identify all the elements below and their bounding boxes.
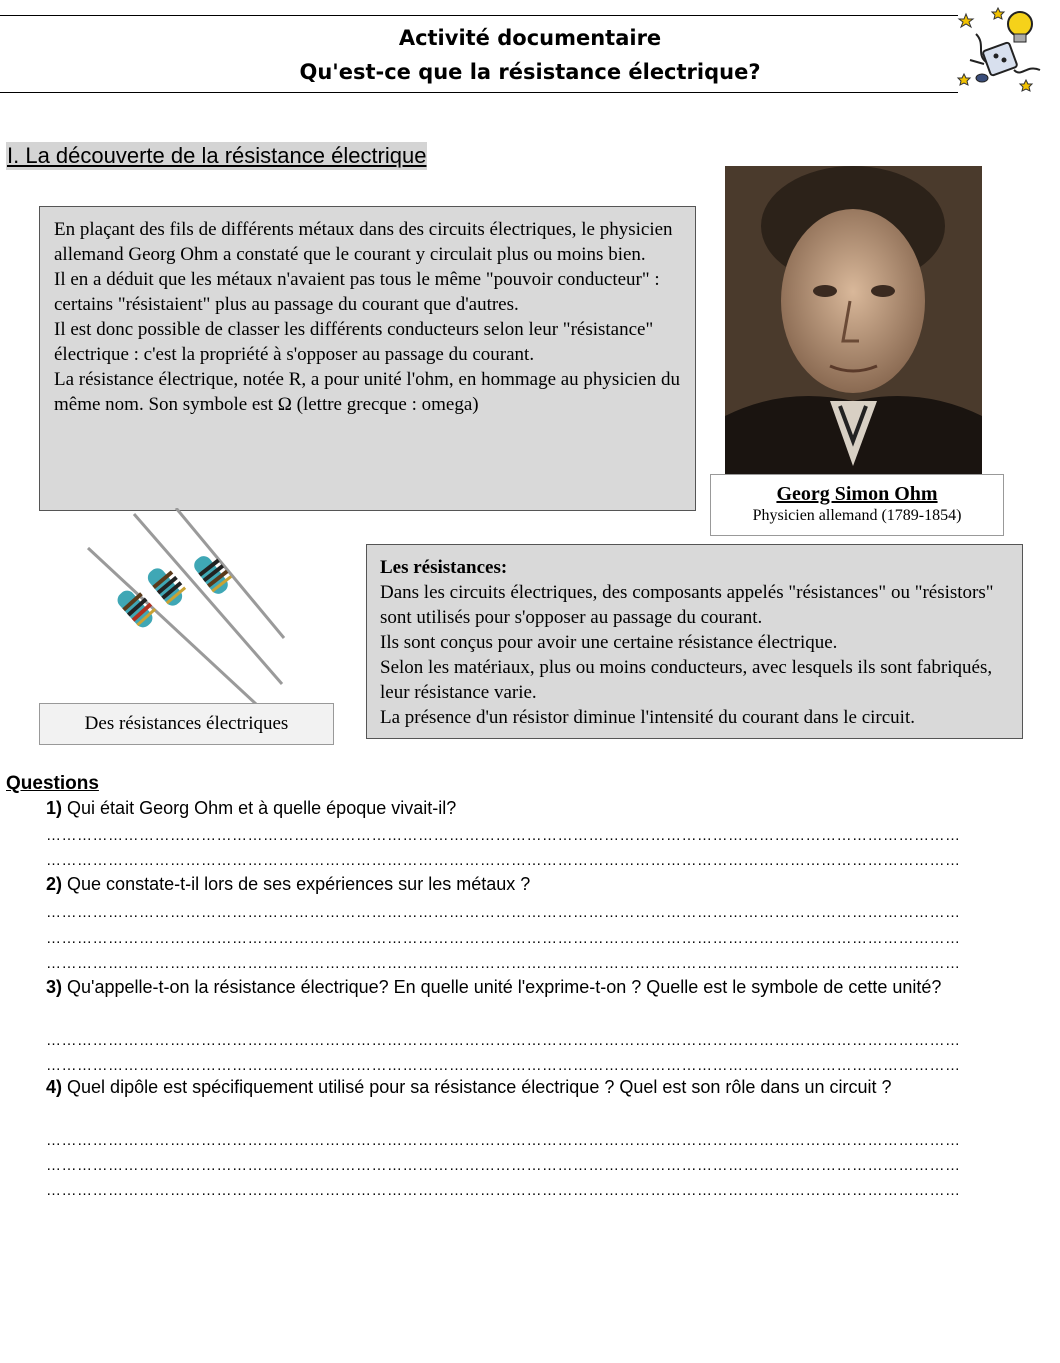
question-1 <box>46 797 1026 820</box>
question-1-text: Qui était Georg Ohm et à quelle époque vivait-il? <box>67 798 457 818</box>
questions-heading: Questions <box>6 773 99 794</box>
section-title: I. La découverte de la résistance électrique <box>7 143 427 168</box>
answer-line[interactable]: …………………………………………………………………………………………………………………………………………………………… <box>46 1132 961 1149</box>
georg-ohm-portrait <box>725 166 982 474</box>
question-4-number: 4) <box>46 1077 63 1097</box>
portrait-caption <box>710 474 1004 536</box>
header-title-line1: Activité documentaire <box>398 26 662 50</box>
intro-paragraph-2: Il en a déduit que les métaux n'avaient pas tous le même "pouvoir conducteur" : certains "résistaient" plus au passage du courant que d'autres. <box>54 269 660 315</box>
answer-line[interactable]: …………………………………………………………………………………………………………………………………………………………… <box>46 930 961 947</box>
portrait-subtitle: Physicien allemand (1789-1854) <box>752 507 962 524</box>
intro-text-box <box>39 206 696 511</box>
resistances-paragraph-3: Selon les matériaux, plus ou moins conducteurs, avec lesquels ils sont fabriqués, leur résistance varie. <box>380 657 993 703</box>
resistances-box-title: Les résistances: <box>380 557 508 578</box>
intro-paragraph-4: La résistance électrique, notée R, a pour unité l'ohm, en hommage au physicien du même nom. Son symbole est Ω (lettre grecque : omega) <box>54 369 680 415</box>
question-3 <box>46 976 1026 999</box>
answer-line[interactable]: …………………………………………………………………………………………………………………………………………………………… <box>46 1157 961 1174</box>
resistors-caption: Des résistances électriques <box>39 703 334 745</box>
header-top-rule <box>0 15 958 16</box>
answer-line[interactable]: …………………………………………………………………………………………………………………………………………………………… <box>46 1057 961 1074</box>
resistances-paragraph-4: La présence d'un résistor diminue l'intensité du courant dans le circuit. <box>380 707 915 728</box>
answer-line[interactable]: …………………………………………………………………………………………………………………………………………………………… <box>46 955 961 972</box>
header-title-line2: Qu'est-ce que la résistance électrique? <box>299 60 761 84</box>
resistors-image <box>78 508 288 704</box>
answer-line[interactable]: …………………………………………………………………………………………………………………………………………………………… <box>46 1032 961 1049</box>
portrait-name: Georg Simon Ohm <box>776 483 938 505</box>
resistances-paragraph-1: Dans les circuits électriques, des composants appelés "résistances" ou "résistors" sont utilisés pour s'opposer au passage du courant. <box>380 582 994 628</box>
intro-paragraph-1: En plaçant des fils de différents métaux dans des circuits électriques, le physicien allemand Georg Ohm a constaté que le courant y circulait plus ou moins bien. <box>54 219 673 265</box>
question-3-text: Qu'appelle-t-on la résistance électrique? En quelle unité l'exprime-t-on ? Quelle est le symbole de cette unité? <box>67 977 942 997</box>
resistances-paragraph-2: Ils sont conçus pour avoir une certaine résistance électrique. <box>380 632 838 653</box>
answer-line[interactable]: …………………………………………………………………………………………………………………………………………………………… <box>46 1182 961 1199</box>
question-3-number: 3) <box>46 977 63 997</box>
question-4 <box>46 1076 1026 1099</box>
header-bottom-rule <box>0 92 958 93</box>
answer-line[interactable]: …………………………………………………………………………………………………………………………………………………………… <box>46 827 961 844</box>
question-4-text: Quel dipôle est spécifiquement utilisé pour sa résistance électrique ? Quel est son rôle dans un circuit ? <box>67 1077 892 1097</box>
resistances-text-box <box>366 544 1023 739</box>
question-2-number: 2) <box>46 874 63 894</box>
question-2-text: Que constate-t-il lors de ses expériences sur les métaux ? <box>67 874 531 894</box>
question-1-number: 1) <box>46 798 63 818</box>
lightbulb-electric-plug-icon <box>956 4 1052 96</box>
question-2 <box>46 873 1026 896</box>
answer-line[interactable]: …………………………………………………………………………………………………………………………………………………………… <box>46 904 961 921</box>
answer-line[interactable]: …………………………………………………………………………………………………………………………………………………………… <box>46 852 961 869</box>
intro-paragraph-3: Il est donc possible de classer les différents conducteurs selon leur "résistance" électrique : c'est la propriété à s'opposer au passage du courant. <box>54 319 654 365</box>
